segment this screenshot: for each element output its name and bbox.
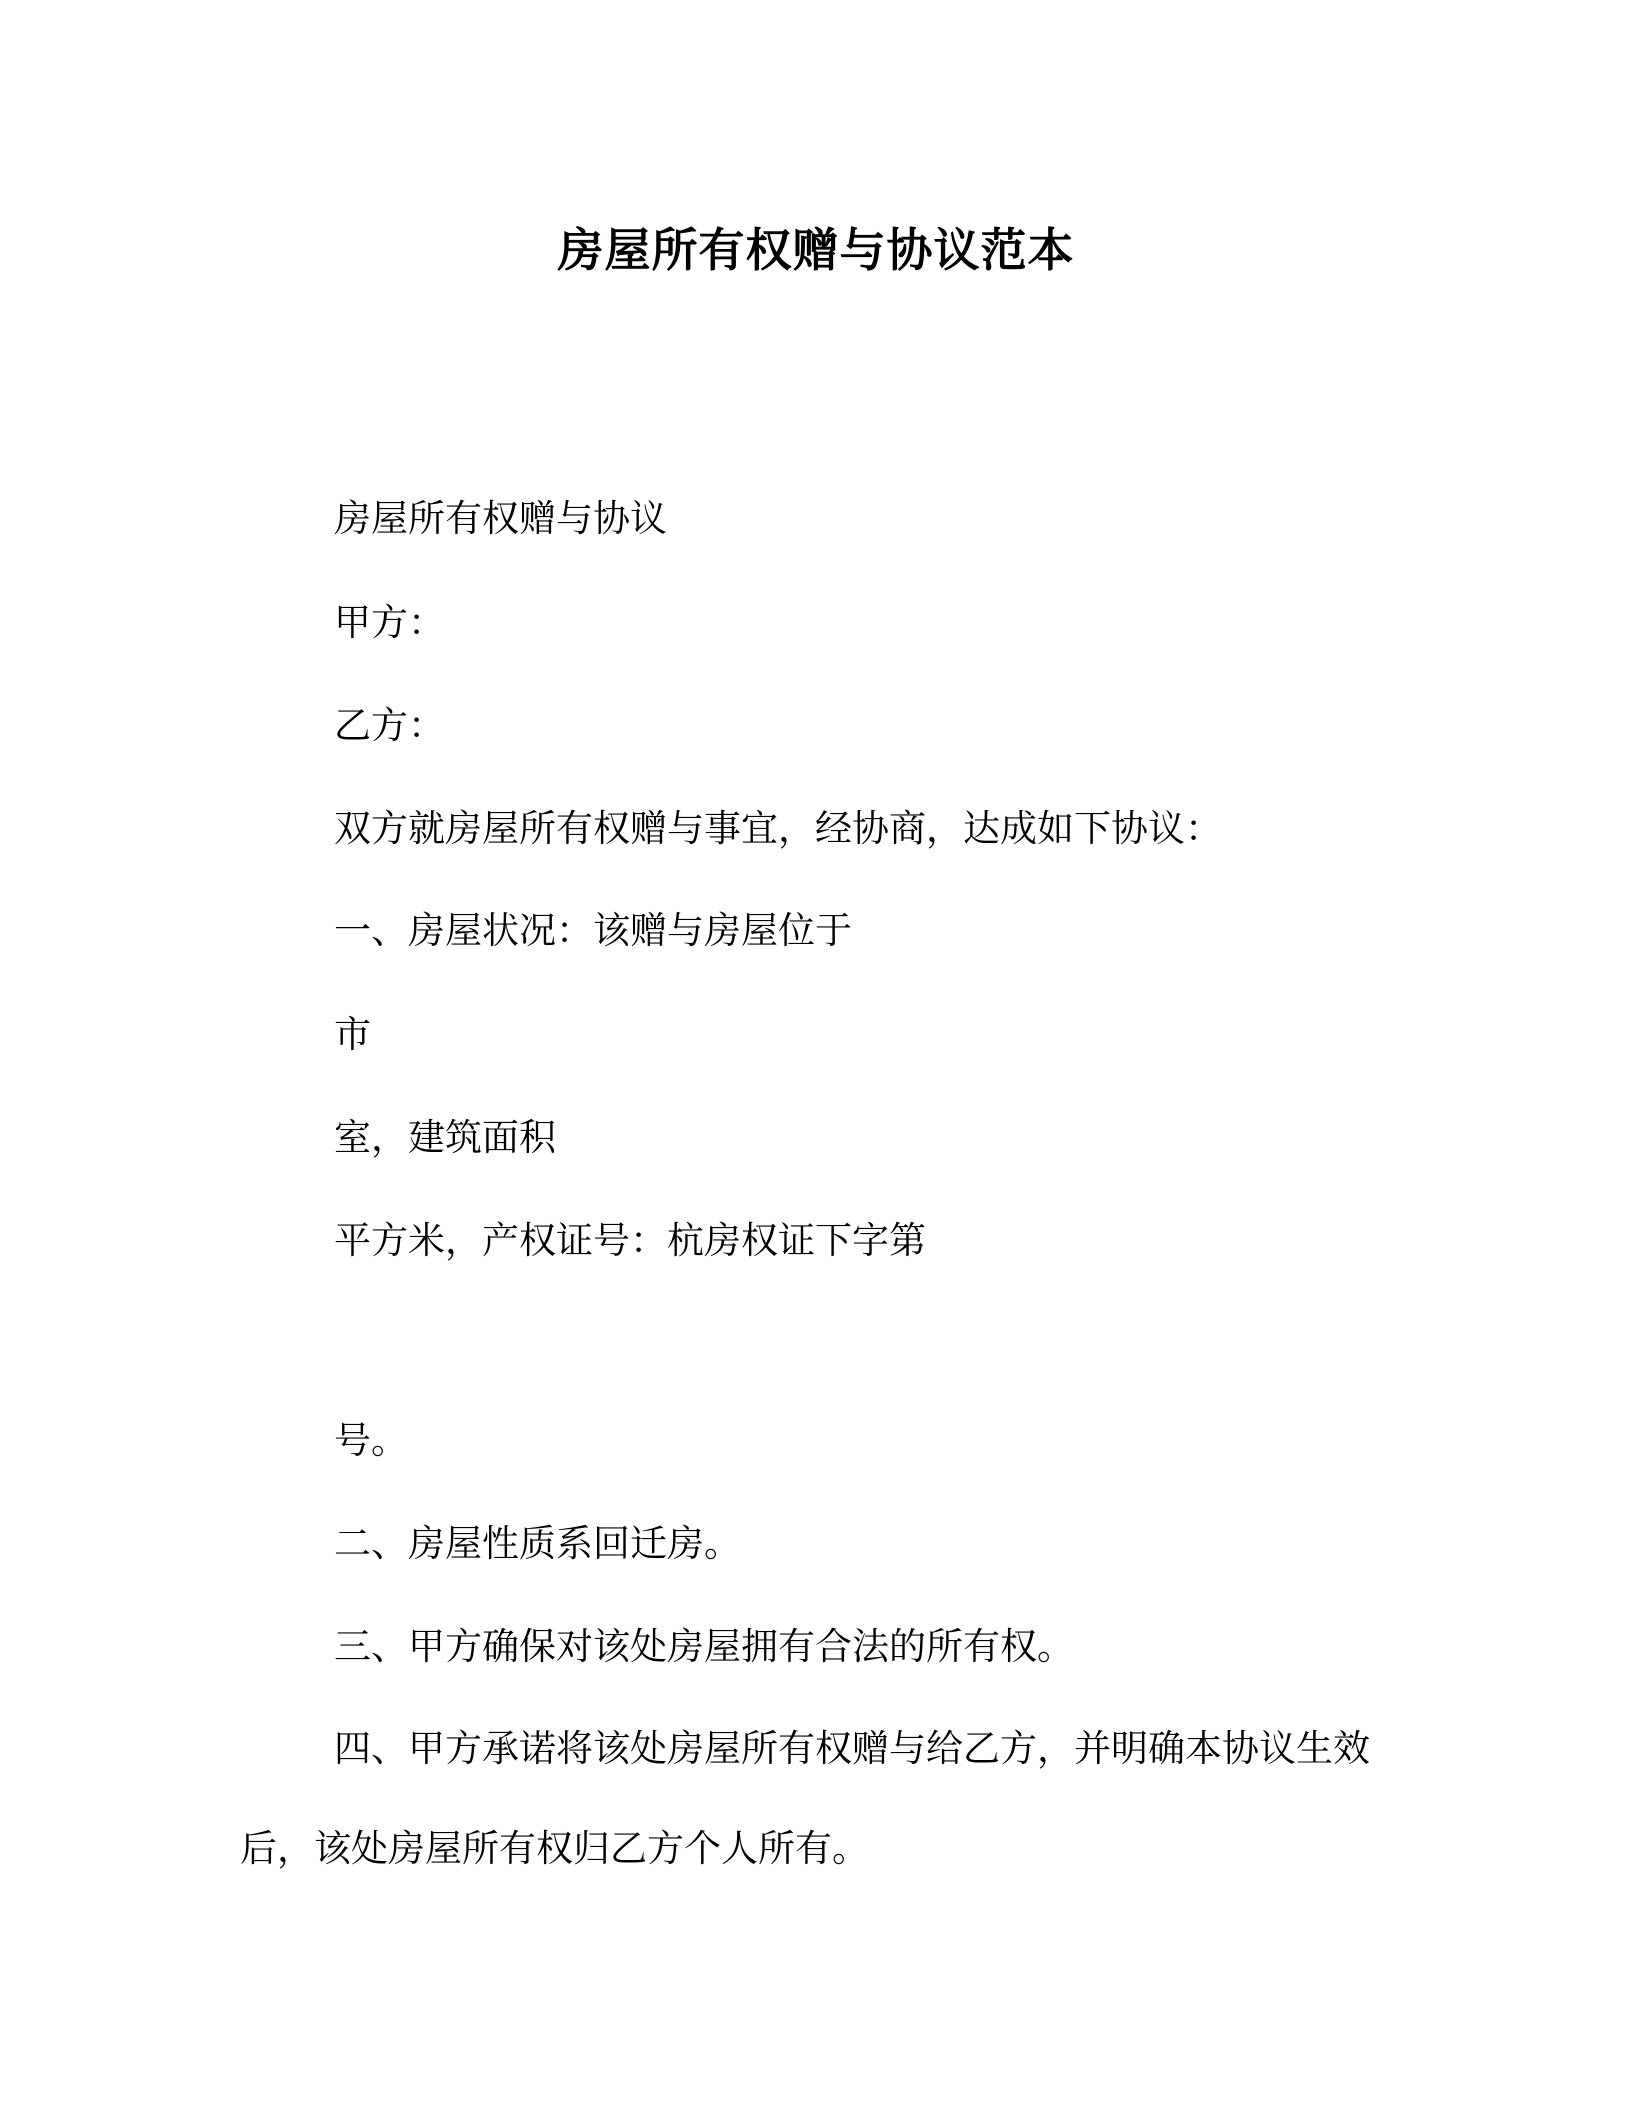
- clause-three-line: 三、甲方确保对该处房屋拥有合法的所有权。: [334, 1625, 1074, 1668]
- document-title: 房屋所有权赠与协议范本: [557, 223, 1075, 277]
- agreement-heading: 房屋所有权赠与协议: [334, 497, 667, 540]
- preamble-line: 双方就房屋所有权赠与事宜，经协商，达成如下协议：: [334, 807, 1222, 850]
- party-a-line: 甲方：: [334, 601, 445, 644]
- clause-one-line: 一、房屋状况：该赠与房屋位于: [334, 909, 852, 952]
- clause-two-line: 二、房屋性质系回迁房。: [334, 1522, 741, 1565]
- room-area-line: 室，建筑面积: [334, 1116, 556, 1159]
- party-b-line: 乙方：: [334, 704, 445, 747]
- city-line: 市: [334, 1013, 371, 1056]
- clause-four-paragraph: 四、甲方承诺将该处房屋所有权赠与给乙方，并明确本协议生效后，该处房屋所有权归乙方个人所有。: [240, 1727, 1370, 1870]
- number-line: 号。: [334, 1419, 408, 1462]
- certificate-line: 平方米，产权证号：杭房权证下字第: [334, 1219, 926, 1262]
